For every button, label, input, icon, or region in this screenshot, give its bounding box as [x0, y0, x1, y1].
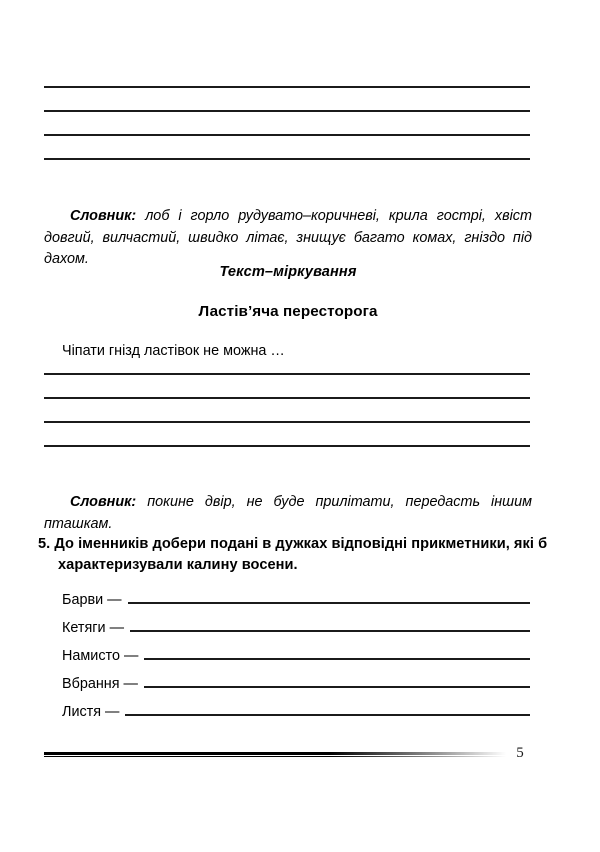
vocabulary-text: лоб і горло рудувато–коричневі, крила гострі, хвіст довгий, вилчастий, швидко літає, знищує багато комах, гніздо під дахом. [44, 208, 532, 268]
answer-row [62, 616, 530, 644]
answer-blank[interactable] [125, 700, 530, 716]
answer-row [62, 672, 530, 700]
writing-line[interactable] [44, 373, 530, 375]
vocabulary-label: Словник: [70, 208, 137, 225]
answer-row [62, 700, 530, 728]
writing-lines-middle [44, 373, 530, 447]
vocabulary-note-2 [44, 492, 532, 535]
answer-label: Вбрання — [62, 676, 138, 692]
answer-row [62, 588, 530, 616]
answer-blank[interactable] [128, 588, 530, 604]
writing-line[interactable] [44, 86, 530, 88]
answer-blank[interactable] [144, 672, 530, 688]
footer-divider [44, 752, 506, 758]
writing-line[interactable] [44, 134, 530, 136]
answer-blank[interactable] [130, 616, 530, 632]
writing-line[interactable] [44, 110, 530, 112]
vocabulary-label: Словник: [70, 494, 137, 511]
answer-label: Намисто — [62, 648, 139, 664]
writing-line[interactable] [44, 421, 530, 423]
writing-line[interactable] [44, 445, 530, 447]
writing-line[interactable] [44, 158, 530, 160]
writing-line[interactable] [44, 397, 530, 399]
answer-row [62, 644, 530, 672]
answer-list [62, 588, 530, 728]
opening-sentence: Чіпати гнізд ластівок не можна … [62, 343, 285, 359]
vocabulary-note-1 [44, 206, 532, 271]
page-number: 5 [516, 745, 524, 761]
answer-label: Кетяги — [62, 620, 124, 636]
story-title: Ластів’яча пересторога [198, 303, 378, 320]
writing-lines-top [44, 86, 530, 160]
answer-blank[interactable] [144, 644, 530, 660]
answer-label: Листя — [62, 704, 120, 720]
exercise-5-instruction: 5. До іменників добери подані в дужках відповідні прикметники, які б характеризували калину восени. [38, 536, 548, 573]
footer-divider-thin [44, 756, 506, 757]
text-type-heading: Текст–міркування [219, 264, 357, 280]
answer-label: Барви — [62, 592, 122, 608]
vocabulary-text: покине двір, не буде прилітати, передасть іншим пташкам. [44, 494, 532, 532]
